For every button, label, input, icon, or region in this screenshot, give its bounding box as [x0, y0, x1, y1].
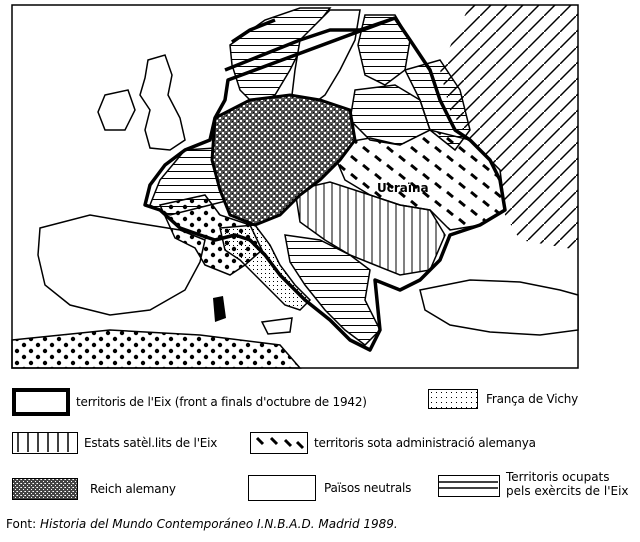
legend-label-german-reich: Reich alemany: [90, 482, 176, 496]
legend-neutral-countries: [248, 475, 411, 501]
legend-vichy-france: [428, 389, 578, 409]
legend-swatch-empty: [248, 475, 316, 501]
legend-axis-territories: [12, 388, 367, 416]
legend-label-vichy-france: França de Vichy: [486, 392, 579, 406]
legend-label-axis-territories: territoris de l'Eix (front a finals d'octubre de 1942): [76, 395, 367, 409]
legend-label-occupied-line2: pels exèrcits de l'Eix: [506, 484, 629, 498]
legend-swatch-dashes: [250, 432, 308, 454]
legend-swatch-fine-dots: [428, 389, 478, 409]
ukraine-label: Ucraïna: [377, 181, 429, 195]
legend-occupied-territories: [438, 470, 629, 498]
legend-satellite-states: [12, 432, 217, 454]
legend-german-administration: [250, 432, 536, 454]
legend-swatch-vertical-lines: [12, 432, 78, 454]
legend-label-occupied-line1: Territoris ocupats: [506, 470, 610, 484]
source-note: [6, 517, 398, 531]
legend-label-german-administration: territoris sota administració alemanya: [314, 436, 536, 450]
legend-swatch-thick-border: [12, 388, 70, 416]
legend-label-satellite-states: Estats satèl.lits de l'Eix: [84, 436, 218, 450]
legend-swatch-stipple: [12, 478, 78, 500]
legend-swatch-horizontal-lines: [438, 475, 500, 497]
legend-german-reich: [12, 478, 176, 500]
legend-label-neutral-countries: Països neutrals: [324, 481, 412, 495]
source-reference: Historia del Mundo Contemporáneo I.N.B.A.D. Madrid 1989.: [39, 517, 398, 531]
source-prefix: Font:: [6, 517, 40, 531]
